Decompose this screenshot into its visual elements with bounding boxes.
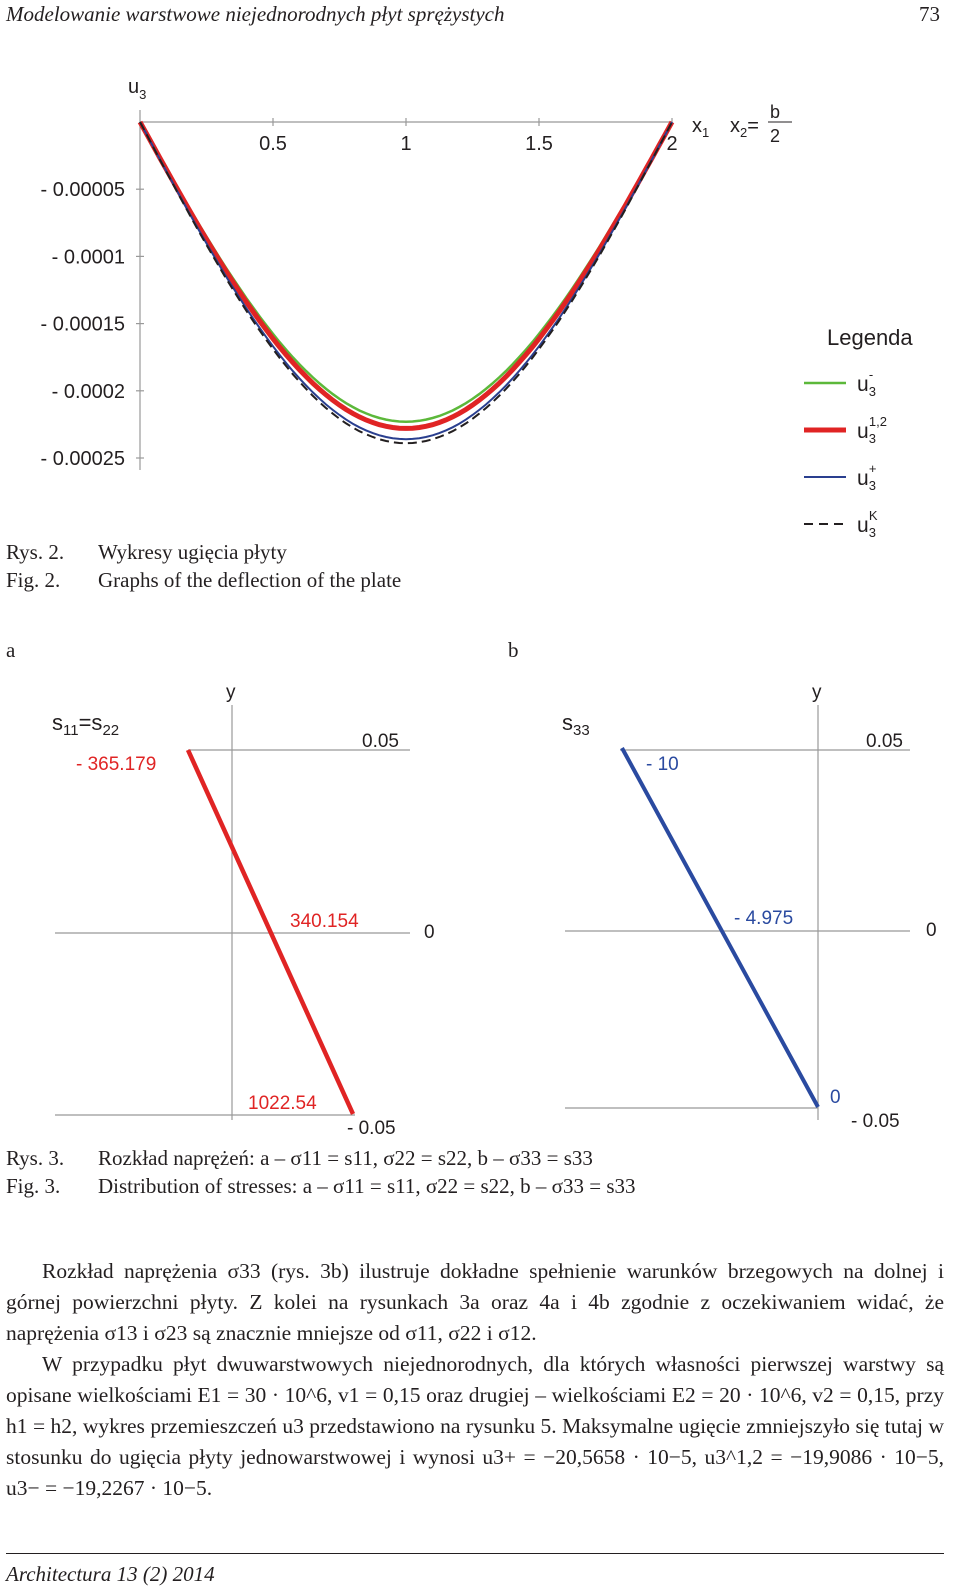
fig3-caption-pl-num: Rys. 3. xyxy=(6,1146,65,1170)
fig3-caption-pl-text: Rozkład naprężeń: a – σ11 = s11, σ22 = s22, b – σ33 = s33 xyxy=(98,1146,593,1170)
stress-distribution-charts xyxy=(0,660,960,1160)
series-line-3 xyxy=(140,122,672,439)
panel-b-y-label: y xyxy=(812,682,822,703)
svg-text:x2=: $x_2=$ xyxy=(730,115,759,140)
panel-a-ytick-mid: 0 xyxy=(424,922,435,943)
fig3-caption-en-text: Distribution of stresses: a – σ11 = s11, σ22 = s22, b – σ33 = s33 xyxy=(98,1174,636,1198)
panel-a-title: $s_{11}=s_{22}$ xyxy=(52,710,120,739)
legend xyxy=(804,325,913,540)
panel-b-title: $s_{33}$ xyxy=(562,710,590,739)
body-text xyxy=(6,1256,944,1504)
y-tick-label: - 0.00005 xyxy=(40,179,125,202)
series-line-2 xyxy=(140,122,672,428)
x-axis-label xyxy=(692,102,792,146)
x-tick-label: 2 xyxy=(666,133,678,155)
x-tick-label: 1 xyxy=(400,133,412,155)
footer-journal: Architectura 13 (2) 2014 xyxy=(6,1562,215,1586)
fig2-caption-en-num: Fig. 2. xyxy=(6,568,61,592)
legend-title: Legenda xyxy=(827,325,913,350)
x-tick-label: 1.5 xyxy=(525,133,553,155)
panel-b-ytick-bottom: - 0.05 xyxy=(851,1111,900,1132)
paragraph-2: W przypadku płyt dwuwarstwowych niejednorodnych, dla których własności pierwszej warstwy są opisane wielkościami E1 = 30 · 10^6, v1 = 0,15 oraz drugiej – wielkościami E2 = 20 · 10^6, v2 = 0,15, przy h1 = h2, wykres przemieszczeń u3 przedstawiono na rysunku 5. Maksymalne ugięcie zmniejszyło się tutaj w stosunku do ugięcia płyty jednowarstwowej i wynosi u3+ = −20,5658 · 10−5, u3^1,2 = −19,9086 · 10−5, u3− = −19,2267 · 10−5. xyxy=(6,1352,944,1500)
panel-a-stress-line xyxy=(188,750,353,1114)
fig2-caption-pl-num: Rys. 2. xyxy=(6,540,65,564)
panel-b-label: b xyxy=(508,638,519,662)
panel-b-value-top: - 10 xyxy=(646,754,679,775)
panel-a-value-top: - 365.179 xyxy=(76,754,157,775)
svg-text:b: b xyxy=(770,102,781,122)
legend-label-3: $u_3+$ xyxy=(857,461,877,493)
running-header-title: Modelowanie warstwowe niejednorodnych płyt sprężystych xyxy=(6,2,505,26)
svg-text:2: 2 xyxy=(770,126,781,146)
fig2-caption-en-text: Graphs of the deflection of the plate xyxy=(98,568,402,592)
panel-a-value-bottom: 1022.54 xyxy=(248,1093,317,1114)
y-tick-label: - 0.0001 xyxy=(51,246,125,269)
y-tick-label: - 0.0002 xyxy=(51,380,125,403)
panel-b-value-bottom: 0 xyxy=(830,1087,841,1108)
y-axis-label: $u_3$ xyxy=(128,76,147,102)
panel-a-value-mid: 340.154 xyxy=(290,911,359,932)
series-line-4 xyxy=(140,122,672,443)
panel-b-ytick-top: 0.05 xyxy=(866,731,903,752)
y-tick-label: - 0.00025 xyxy=(40,448,125,470)
fig3-caption-en-num: Fig. 3. xyxy=(6,1174,61,1198)
panel-a-ytick-top: 0.05 xyxy=(362,731,399,752)
legend-label-1: $u_3-$ xyxy=(857,367,876,399)
panel-a-y-label: y xyxy=(226,682,236,703)
deflection-chart xyxy=(0,0,960,560)
panel-a-label: a xyxy=(6,638,16,662)
legend-label-2: $u_31,2$ xyxy=(857,414,887,446)
svg-text:x1: $x_1$ xyxy=(692,115,710,140)
series-line-1 xyxy=(140,122,672,422)
panel-a-chart xyxy=(52,682,435,1139)
page-number: 73 xyxy=(919,2,940,26)
footer-rule xyxy=(6,1553,944,1554)
panel-b-ytick-mid: 0 xyxy=(926,920,937,941)
panel-b-value-mid: - 4.975 xyxy=(734,908,794,929)
fig2-caption-pl-text: Wykresy ugięcia płyty xyxy=(98,540,287,564)
panel-a-ytick-bottom: - 0.05 xyxy=(347,1118,396,1139)
y-tick-label: - 0.00015 xyxy=(40,313,125,336)
x-tick-label: 0.5 xyxy=(259,133,287,155)
paragraph-1: Rozkład naprężenia σ33 (rys. 3b) ilustruje dokładne spełnienie warunków brzegowych na dolnej i górnej powierzchni płyty. Z kolei na rysunkach 3a oraz 4a i 4b zgodnie z oczekiwaniem widać, że naprężenia σ13 i σ23 są znacznie mniejsze od σ11, σ22 i σ12. xyxy=(6,1259,944,1345)
legend-label-4: $u_3K$ xyxy=(857,508,878,540)
panel-b-chart xyxy=(562,682,937,1132)
